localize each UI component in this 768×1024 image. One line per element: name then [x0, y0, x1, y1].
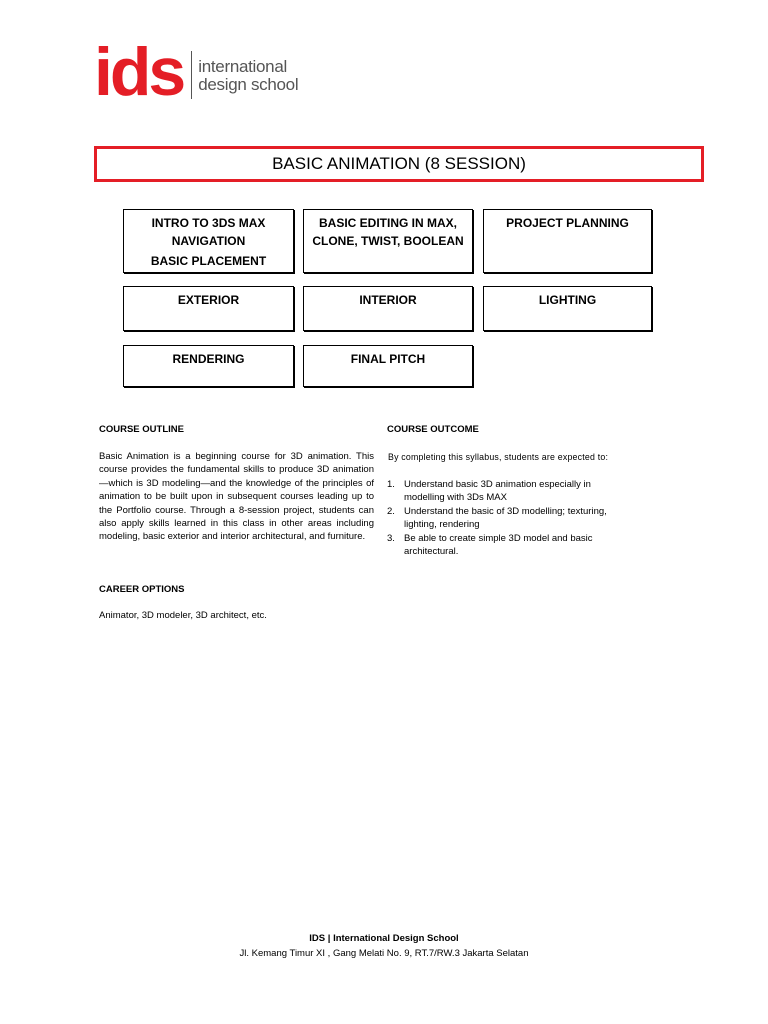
list-number: 3. — [387, 532, 395, 544]
career-options-heading: CAREER OPTIONS — [99, 584, 185, 595]
list-item — [387, 532, 627, 559]
session-box-intro-3ds-max — [123, 209, 294, 273]
list-text: Understand basic 3D animation especially in modelling with 3Ds MAX — [404, 479, 591, 504]
session-line: BASIC EDITING IN MAX, — [318, 216, 457, 230]
footer-address: Jl. Kemang Timur XI , Gang Melati No. 9, RT.7/RW.3 Jakarta Selatan — [239, 948, 529, 959]
logo-wordmark — [198, 58, 298, 94]
session-box-rendering — [123, 345, 294, 387]
session-line: EXTERIOR — [177, 293, 240, 307]
logo-divider — [191, 51, 192, 99]
session-box-basic-editing — [303, 209, 473, 273]
session-line: FINAL PITCH — [350, 352, 426, 366]
session-line: CLONE, TWIST, BOOLEAN — [312, 234, 464, 248]
course-title-box — [94, 146, 704, 182]
session-box-final-pitch — [303, 345, 473, 387]
logo-mark: ids — [94, 34, 184, 110]
footer-school-name: IDS | International Design School — [309, 933, 459, 944]
session-line: BASIC PLACEMENT — [150, 254, 267, 268]
career-options-text: Animator, 3D modeler, 3D architect, etc. — [99, 610, 267, 621]
session-box-lighting — [483, 286, 652, 331]
logo-line-2: design school — [198, 75, 299, 94]
list-text: Understand the basic of 3D modelling; texturing, lighting, rendering — [404, 505, 607, 531]
session-line: INTRO TO 3DS MAX — [151, 216, 266, 230]
ids-logo — [94, 34, 299, 110]
list-number: 1. — [387, 479, 395, 490]
session-box-project-planning — [483, 209, 652, 273]
footer — [0, 931, 768, 961]
session-box-exterior — [123, 286, 294, 331]
session-line: LIGHTING — [538, 293, 597, 307]
session-line: NAVIGATION — [171, 234, 246, 248]
list-item — [387, 505, 627, 532]
session-box-interior — [303, 286, 473, 331]
session-line: INTERIOR — [359, 293, 417, 307]
course-outline-text: Basic Animation is a beginning course for 3D animation. This course provides the fundamental skills to produce 3D animation—which is 3D modeling—and the knowledge of the principles of animation to be built upon in subsequent courses leading up to the Portfolio course. Through a 8-session project, students can also apply skills learned in this class in other areas including modeling, basic exterior and interior architectural, and furniture. — [99, 451, 374, 543]
list-text: Be able to create simple 3D model and basic architectural. — [404, 532, 593, 558]
list-number: 2. — [387, 505, 395, 517]
list-item — [387, 478, 627, 505]
course-outcome-intro: By completing this syllabus, students are expected to: — [388, 452, 609, 462]
logo-line-1: international — [198, 57, 287, 76]
course-outline-heading: COURSE OUTLINE — [99, 424, 184, 435]
session-line: PROJECT PLANNING — [506, 216, 629, 230]
course-title: BASIC ANIMATION (8 SESSION) — [272, 154, 526, 173]
course-outcome-heading: COURSE OUTCOME — [387, 424, 479, 435]
course-outcome-list — [387, 478, 627, 558]
session-line: RENDERING — [172, 352, 245, 366]
